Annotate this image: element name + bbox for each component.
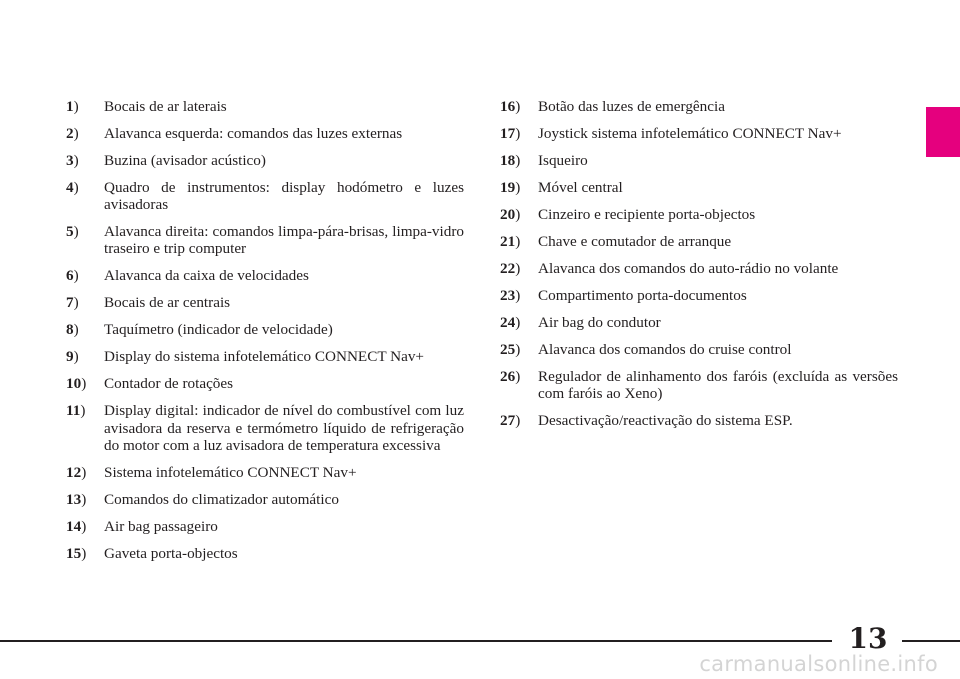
legend-item-text: Compartimento porta-documentos [538,287,747,304]
legend-item: 21) Chave e comutador de arranque [500,233,732,250]
legend-item-number: 19 [500,179,516,196]
legend-item-text: Air bag do condutor [538,314,661,331]
legend-item: 18) Isqueiro [500,152,588,169]
legend-item-number: 8 [66,321,74,339]
legend-item-text: Alavanca da caixa de velocidades [104,267,309,285]
legend-item-number: 17 [500,125,516,142]
legend-item-number: 20 [500,206,516,223]
legend-item: 12) Sistema infotelemático CONNECT Nav+ [66,463,357,481]
legend-item-number: 15 [66,544,82,562]
legend-item-number: 2 [66,125,74,142]
legend-item-number: 22 [500,260,516,277]
legend-item-text: Cinzeiro e recipiente porta-objectos [538,206,756,223]
legend-item-number: 13 [66,490,82,508]
legend-item-number: 23 [500,287,516,304]
legend-item: 17) Joystick sistema infotelemático CONNECT Nav+ [500,125,842,142]
watermark: carmanualsonline.info [699,652,938,676]
footer-divider-right [902,640,960,642]
legend-item: 5) Alavanca direita: comandos limpa-pára-brisas, limpa-vidro traseiro e trip computer [66,223,464,258]
legend-item-number: 5 [66,223,74,241]
legend-item: 2) Alavanca esquerda: comandos das luzes externas [66,125,403,142]
legend-item: 3) Buzina (avisador acústico) [66,152,266,169]
legend-item-text: Alavanca dos comandos do cruise control [538,341,792,358]
legend-item-number: 27 [500,412,516,430]
legend-item: 14) Air bag passageiro [66,517,218,535]
legend-item-text: Desactivação/reactivação do sistema ESP. [538,412,793,430]
legend-item-text: Gaveta porta-objectos [104,544,238,562]
legend-item: 13) Comandos do climatizador automático [66,490,339,508]
legend-item-number: 10 [66,375,82,393]
legend-item-text: Joystick sistema infotelemático CONNECT Nav+ [538,125,842,142]
legend-item-number: 26 [500,368,516,385]
legend-item-number: 21 [500,233,516,250]
legend-item: 27) Desactivação/reactivação do sistema ESP. [500,412,793,430]
legend-item-text: Alavanca esquerda: comandos das luzes externas [104,125,403,142]
legend-item-text: Contador de rotações [104,375,234,393]
legend-item: 4) Quadro de instrumentos: display hodómetro e luzes avisadoras [66,179,464,214]
section-tab-marker [926,107,960,157]
footer-divider-left [0,640,832,642]
legend-item: 1) Bocais de ar laterais [66,98,227,115]
legend-item-text: Regulador de alinhamento dos faróis (excluída as versões com faróis ao Xeno) [538,368,898,403]
legend-item-text: Quadro de instrumentos: display hodómetro e luzes avisadoras [104,179,464,214]
legend-left-column [66,98,464,572]
legend-item-text: Móvel central [538,179,623,196]
legend-item: 26) Regulador de alinhamento dos faróis (excluída as versões com faróis ao Xeno) [500,368,898,403]
legend-item-text: Display do sistema infotelemático CONNECT Nav+ [104,348,424,366]
legend-item: 7) Bocais de ar centrais [66,294,231,312]
legend-item-number: 24 [500,314,516,331]
legend-item: 19) Móvel central [500,179,623,196]
legend-item-text: Taquímetro (indicador de velocidade) [104,321,333,339]
legend-item-text: Bocais de ar laterais [104,98,227,115]
legend-item: 23) Compartimento porta-documentos [500,287,747,304]
legend-item: 11) Display digital: indicador de nível do combustível com luz avisadora da reserva e termómetro líquido de refrigeração do motor com a luz avisadora de temperatura excessiva [66,402,464,454]
legend-item-number: 18 [500,152,516,169]
legend-item-number: 4 [66,179,74,196]
legend-item-number: 12 [66,463,82,481]
legend-item-text: Isqueiro [538,152,588,169]
legend-item: 16) Botão das luzes de emergência [500,98,725,115]
legend-item: 9) Display do sistema infotelemático CONNECT Nav+ [66,348,424,366]
page-number: 13 [848,622,888,655]
legend-right-column [500,98,898,439]
legend-item-text: Air bag passageiro [104,517,218,535]
legend-item-number: 7 [66,294,74,312]
legend-item: 25) Alavanca dos comandos do cruise control [500,341,792,358]
legend-item-number: 14 [66,517,82,535]
legend-item-number: 11 [66,402,81,420]
legend-item: 6) Alavanca da caixa de velocidades [66,267,309,285]
legend-item: 22) Alavanca dos comandos do auto-rádio no volante [500,260,839,277]
legend-item-text: Bocais de ar centrais [104,294,231,312]
legend-item-number: 9 [66,348,74,366]
legend-item-text: Botão das luzes de emergência [538,98,725,115]
legend-item: 15) Gaveta porta-objectos [66,544,238,562]
legend-item-text: Display digital: indicador de nível do combustível com luz avisadora da reserva e termómetro líquido de refrigeração do motor com a luz avisadora de temperatura excessiva [104,402,464,454]
legend-item: 24) Air bag do condutor [500,314,661,331]
legend-item-text: Chave e comutador de arranque [538,233,732,250]
legend-item-text: Sistema infotelemático CONNECT Nav+ [104,463,357,481]
legend-item-text: Alavanca direita: comandos limpa-pára-brisas, limpa-vidro traseiro e trip computer [104,223,464,258]
legend-item: 20) Cinzeiro e recipiente porta-objectos [500,206,756,223]
legend-item-number: 6 [66,267,74,285]
legend-item-text: Alavanca dos comandos do auto-rádio no volante [538,260,839,277]
legend-item-number: 1 [66,98,74,115]
legend-item-text: Comandos do climatizador automático [104,490,339,508]
legend-item-text: Buzina (avisador acústico) [104,152,266,169]
legend-item-number: 16 [500,98,516,115]
legend-item-number: 25 [500,341,516,358]
legend-item-number: 3 [66,152,74,169]
legend-item: 8) Taquímetro (indicador de velocidade) [66,321,333,339]
legend-item: 10) Contador de rotações [66,375,234,393]
